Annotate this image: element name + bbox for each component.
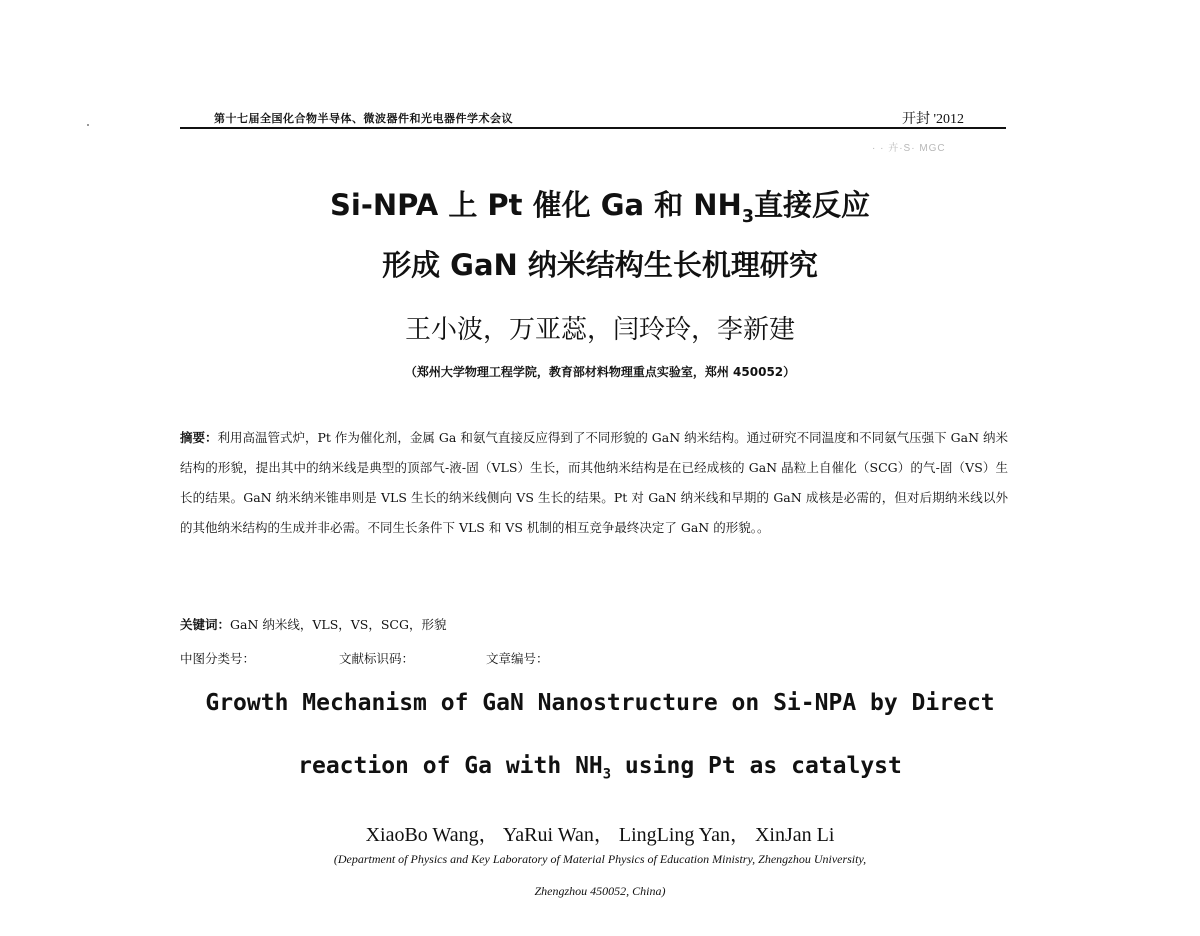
location-year: 开封 '2012 — [902, 112, 965, 127]
title-cn-line1-post: 直接反应 — [753, 188, 870, 222]
abstract-text: 利用高温管式炉，Pt 作为催化剂，金属 Ga 和氨气直接反应得到了不同形貌的 GaN 纳米结构。通过研究不同温度和不同氨气压强下 GaN 纳米结构的形貌，提出其中的纳米线是典型的顶部气-液-固（VLS）生长，而其他纳米结构是在已经成核的 GaN 晶粒上自催化（SCG）的气-固（VS）生长的结果。GaN 纳米纳米锥串则是 VLS 生长的纳米线侧向 VS 生长的结果。Pt 对 GaN 纳米线和早期的 GaN 成核是必需的，但对后期纳米线以外的其他纳米结构的生成并非必需。不同生长条件下 VLS 和 VS 机制的相互竞争最终决定了 GaN 的形貌。。 — [180, 430, 1008, 535]
keywords-label: 关键词： — [180, 617, 231, 632]
title-cn-line2: 形成 GaN 纳米结构生长机理研究 — [382, 248, 818, 282]
authors-cn: 王小波，万亚蕊，闫玲玲，李新建 — [404, 315, 795, 345]
doc-code-label: 文献标识码： — [339, 651, 415, 666]
affiliation-en-line2: Zhengzhou 450052, China) — [534, 884, 666, 898]
header-rule — [180, 127, 1006, 129]
title-en-subscript: 3 — [602, 766, 612, 783]
conference-header: 第十七届全国化合物半导体、微波器件和光电器件学术会议 — [214, 112, 513, 125]
clc-label: 中图分类号： — [180, 651, 256, 666]
title-en-line2-post: using Pt as catalyst — [611, 753, 902, 779]
affiliation-en-line1: (Department of Physics and Key Laboratory of Material Physics of Education Ministry, Zhengzhou University, — [333, 852, 867, 866]
title-cn-line1-pre: Si-NPA 上 Pt 催化 Ga 和 NH — [330, 188, 742, 222]
authors-en: XiaoBo Wang， YaRui Wan， LingLing Yan， XinJan Li — [365, 824, 835, 846]
title-en-line2 — [0, 753, 1200, 783]
keywords-cn — [180, 615, 446, 633]
abstract-label: 摘要： — [180, 430, 218, 445]
faint-stamp: · · 卉·S· MGC — [872, 143, 946, 154]
title-en-line2-pre: reaction of Ga with NH — [298, 753, 603, 779]
article-no-label: 文章编号： — [486, 651, 549, 666]
scan-speck — [87, 124, 89, 126]
title-en-line1: Growth Mechanism of GaN Nanostructure on Si-NPA by Direct — [205, 690, 995, 716]
title-cn-line1 — [0, 183, 1200, 227]
keywords-text: GaN 纳米线，VLS，VS，SCG，形貌 — [230, 617, 447, 632]
abstract-cn — [180, 423, 1008, 543]
affiliation-cn: （郑州大学物理工程学院，教育部材料物理重点实验室，郑州 450052） — [404, 365, 796, 379]
title-cn-subscript: 3 — [741, 206, 754, 227]
